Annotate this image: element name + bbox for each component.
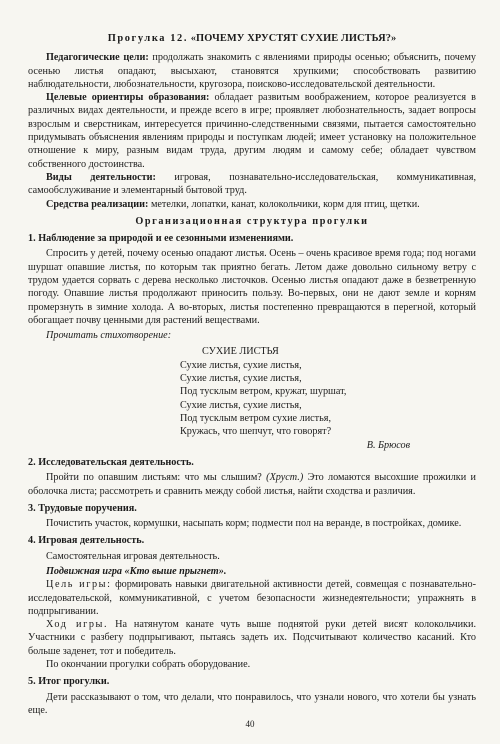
poem-line: Сухие листья, сухие листья, <box>180 359 302 371</box>
section-4-heading: 4. Игровая деятельность. <box>28 535 145 547</box>
section-2-text-a: Пройти по опавшим листьям: что мы слышим? <box>46 472 267 484</box>
section-1-heading: 1. Наблюдение за природой и ее сезонными изменениями. <box>28 233 294 245</box>
section-4-text: Самостоятельная игровая деятельность. <box>46 550 220 562</box>
activities-paragraph <box>28 171 476 198</box>
read-poem-prompt: Прочитать стихотворение: <box>46 330 172 342</box>
poem-line: Под тусклым ветром, кружат, шуршат, <box>180 386 347 398</box>
section-3-heading: 3. Трудовые поручения. <box>28 502 137 514</box>
poem-line: Под тусклым ветром сухие листья, <box>180 413 332 425</box>
section-5-heading: 5. Итог прогулки. <box>28 676 110 688</box>
game-course-text: На натянутом канате чуть выше поднятой руки детей висят колокольчики. Участники с разбегу подпрыгивают, пытаясь задеть их. Подсчитывают количество касаний. Кто больше заденет, тот и победитель. <box>28 619 476 657</box>
game-goal-text: формировать навыки двигательной активности детей, совмещая с познавательно-исследовательской, коммуникативной, с учетом безопасности жизнедеятельности; упражнять в подпрыгивании. <box>28 579 476 617</box>
goals-text: продолжать знакомить с явлениями природы осенью; объяснить, почему осенью листья опадают, высыхают, становятся хрупкими; способствовать развитию наблюдательности, любознательности, кругозора, поисково-исследовательской деятельности. <box>28 52 476 90</box>
targets-text: обладает развитым воображением, которое реализуется в различных видах деятельности, и прежде всего в игре; проявляет любознательность, задает вопросы взрослым и сверстникам, интересуется причинно-следственными связями, пытается самостоятельно придумывать объяснения явлениям природы и поступкам людей; имеет установку на положительное отношение к миру, разным видам труда, другим людям и самому себе; обладает чувством собственного достоинства. <box>28 92 476 170</box>
poem-line: Сухие листья, сухие листья, <box>180 399 302 411</box>
poem <box>180 345 410 452</box>
poem-title: СУХИЕ ЛИСТЬЯ <box>202 345 279 357</box>
means-text: метелки, лопатки, канат, колокольчики, корм для птиц, щетки. <box>148 198 420 210</box>
activities-label: Виды деятельности: <box>46 171 156 183</box>
section-2-text <box>28 471 476 498</box>
poem-line: Кружась, что шепчут, что говорят? <box>180 426 332 438</box>
goals-paragraph <box>28 51 476 91</box>
game-goal-label: Цель игры: <box>46 579 112 591</box>
section-2-text-c: Это ломаются высохшие прожилки и оболочка листа; рассмотреть и сравнить между собой листья, найти сходства и различия. <box>28 472 476 497</box>
targets-label: Целевые ориентиры образования: <box>46 92 210 104</box>
section-5-text: Дети рассказывают о том, что делали, что понравилось, что узнали нового, что хотели бы узнать еще. <box>28 691 476 716</box>
game-course-label: Ход игры. <box>46 619 109 631</box>
page-title <box>28 32 476 45</box>
goals-label: Педагогические цели: <box>46 52 149 64</box>
game-title: Подвижная игра «Кто выше прыгнет». <box>46 565 227 577</box>
section-1-text: Спросить у детей, почему осенью опадают листья. Осень – очень красивое время года; под ногами шуршат опавшие листья, по которым так приятно бегать. Летом даже довольно сильному ветру с трудом удается сорвать с дерева несколько листочков. Осенью листья опадают даже в безветренную погоду. Опавшие листья продолжают приносить пользу. Во-первых, они не дают земле и корням промерзнуть в зимние холода. А во-вторых, листья постепенно превращаются в перегной, который обогащает почву ценными для растений веществами. <box>28 248 476 326</box>
targets-paragraph <box>28 91 476 171</box>
title-main: «ПОЧЕМУ ХРУСТЯТ СУХИЕ ЛИСТЬЯ?» <box>188 33 397 44</box>
poem-author: В. Брюсов <box>366 439 410 451</box>
page-number: 40 <box>245 719 255 729</box>
activities-text: игровая, познавательно-исследовательская, коммуникативная, самообслуживание и элементарный бытовой труд. <box>28 171 476 197</box>
means-label: Средства реализации: <box>46 198 149 210</box>
section-3-text: Почистить участок, кормушки, насыпать корм; подмести пол на веранде, в постройках, домике. <box>46 518 462 530</box>
section-2-answer: (Хруст.) <box>266 472 304 484</box>
section-2-heading: 2. Исследовательская деятельность. <box>28 456 194 468</box>
structure-heading: Организационная структура прогулки <box>135 215 369 227</box>
game-course <box>28 618 476 658</box>
game-goal <box>28 578 476 618</box>
title-prefix: Прогулка 12. <box>107 33 189 44</box>
poem-line: Сухие листья, сухие листья, <box>180 373 302 385</box>
means-paragraph <box>28 198 476 211</box>
walk-end-text: По окончании прогулки собрать оборудование. <box>46 659 251 671</box>
